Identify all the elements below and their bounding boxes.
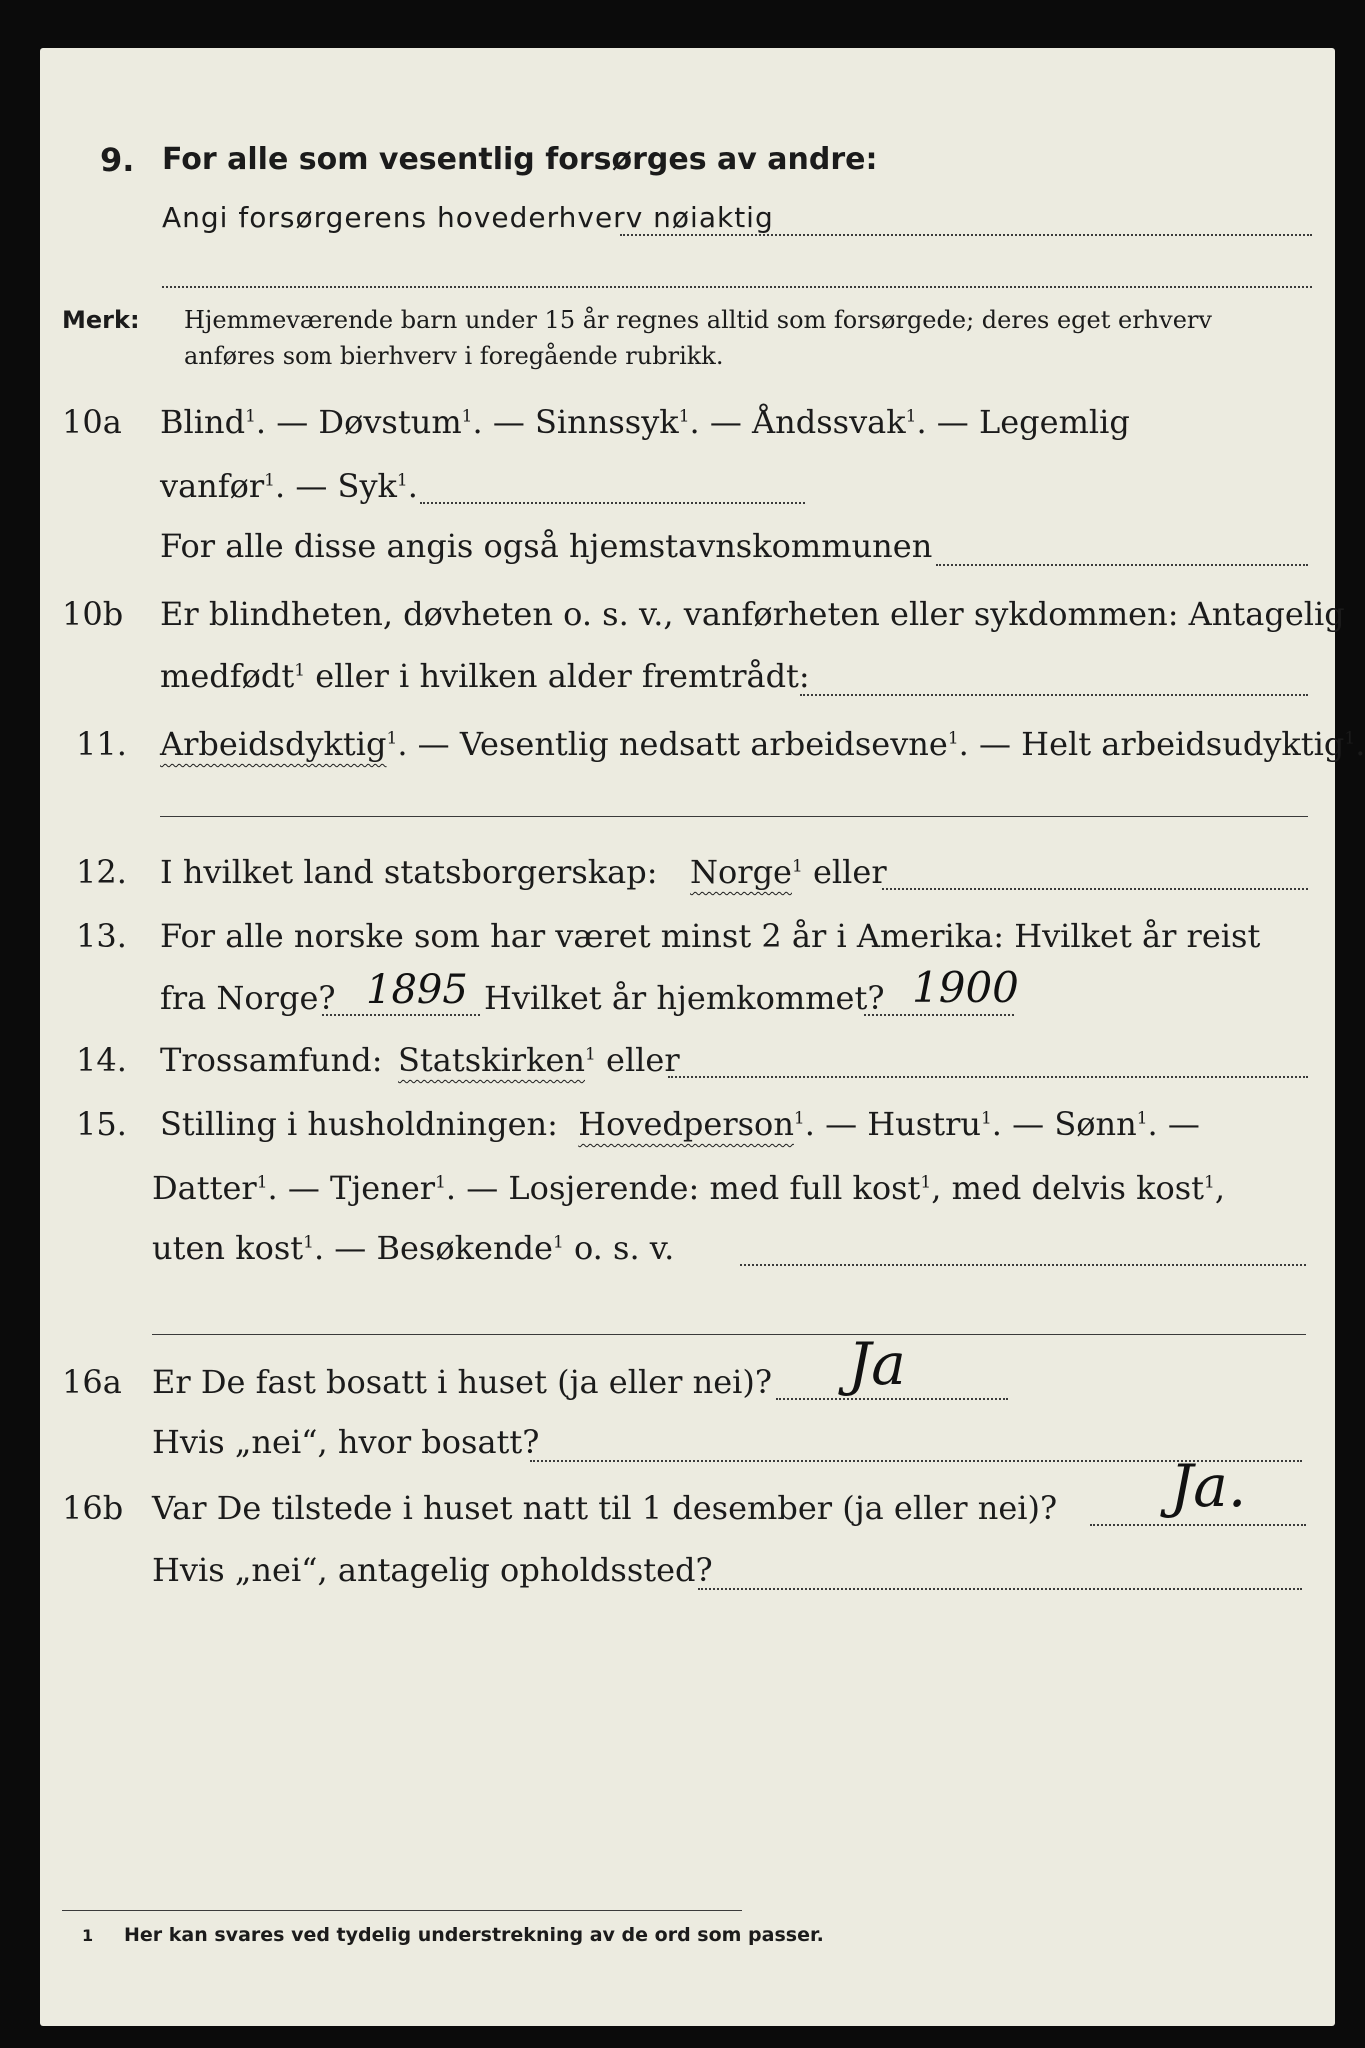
- option-datter[interactable]: Datter: [152, 1169, 257, 1207]
- q15-answer-line[interactable]: [740, 1264, 1306, 1266]
- q15-separator: [152, 1334, 1306, 1335]
- q15-line1: Stilling i husholdningen: Hovedperson$^1$. — Hustru$^1$. — Sønn$^1$. —: [160, 1105, 1200, 1143]
- q16b-where-line[interactable]: [698, 1588, 1302, 1590]
- option-dovstum[interactable]: . — Døvstum: [255, 403, 462, 441]
- q15-line3: uten kost$^1$. — Besøkende$^1$ o. s. v.: [152, 1229, 675, 1267]
- footnote-text: Her kan svares ved tydelig understrekning av de ord som passer.: [124, 1924, 824, 1946]
- q12-number: 12.: [76, 853, 127, 891]
- footnote-separator: [62, 1910, 742, 1911]
- handwritten-year-return: 1900: [912, 963, 1019, 1012]
- q15-number: 15.: [76, 1105, 127, 1143]
- q9-answer-line-2[interactable]: [162, 286, 1312, 288]
- option-andssvak[interactable]: . — Åndssvak: [689, 403, 906, 441]
- q11-separator: [160, 816, 1308, 817]
- option-sonn[interactable]: . — Sønn: [991, 1105, 1137, 1143]
- q12-text: I hvilket land statsborgerskap:: [160, 853, 658, 891]
- option-legemlig[interactable]: . — Legemlig: [916, 403, 1130, 441]
- q10a-number: 10a: [62, 403, 122, 441]
- option-uten-kost[interactable]: uten kost: [152, 1229, 304, 1267]
- q10b-number: 10b: [62, 595, 124, 633]
- q16a-number: 16a: [62, 1363, 122, 1401]
- option-losjerende-full[interactable]: . — Losjerende: med full kost: [445, 1169, 921, 1207]
- q12-choice-row: Norge$^1$ eller: [690, 853, 887, 891]
- q16b-line2: Hvis „nei“, antagelig opholdssted?: [152, 1551, 713, 1589]
- footnote-mark: 1: [82, 1926, 94, 1945]
- option-besokende[interactable]: . — Besøkende: [313, 1229, 553, 1267]
- q13-line2b: Hvilket år hjemkommet?: [484, 979, 885, 1017]
- handwritten-answer-16b: Ja.: [1170, 1452, 1247, 1520]
- q9-heading: For alle som vesentlig forsørges av andre:: [162, 142, 878, 177]
- q15-line2: Datter$^1$. — Tjener$^1$. — Losjerende: med full kost$^1$, med delvis kost$^1$,: [152, 1169, 1226, 1207]
- q13-number: 13.: [76, 917, 127, 955]
- q10a-line3: For alle disse angis også hjemstavnskommunen: [160, 527, 933, 565]
- q10a-options-2: vanfør$^1$. — Syk$^1$.: [160, 467, 418, 505]
- q14-number: 14.: [76, 1041, 127, 1079]
- option-statskirken-selected[interactable]: Statskirken: [398, 1041, 585, 1079]
- q16a-line1: Er De fast bosatt i huset (ja eller nei)?: [152, 1363, 773, 1401]
- q10a-syk-answer-line[interactable]: [420, 502, 805, 504]
- option-tjener[interactable]: . — Tjener: [267, 1169, 436, 1207]
- q16a-line2: Hvis „nei“, hvor bosatt?: [152, 1423, 540, 1461]
- hjemstavn-answer-line[interactable]: [936, 564, 1308, 566]
- q10b-line2: medfødt$^1$ eller i hvilken alder fremtrådt:: [160, 657, 810, 695]
- q14-answer-line[interactable]: [668, 1076, 1308, 1078]
- q16b-answer-line[interactable]: [1090, 1524, 1306, 1526]
- q13-departure-line[interactable]: [322, 1014, 480, 1016]
- option-sinnssyk[interactable]: . — Sinnssyk: [472, 403, 679, 441]
- option-vanfor[interactable]: vanfør: [160, 467, 265, 505]
- q10b-line1: Er blindheten, døvheten o. s. v., vanførheten eller sykdommen: Antagelig: [160, 595, 1345, 633]
- handwritten-year-departure: 1895: [366, 967, 468, 1013]
- option-hovedperson-selected[interactable]: Hovedperson: [578, 1105, 794, 1143]
- merk-label: Merk:: [62, 306, 140, 334]
- q9-answer-line[interactable]: [620, 234, 1312, 236]
- option-arbeidsdyktig-selected[interactable]: Arbeidsdyktig: [160, 725, 387, 763]
- q13-return-line[interactable]: [864, 1014, 1014, 1016]
- q9-number: 9.: [100, 141, 135, 179]
- merk-line2: anføres som bierhverv i foregående rubrikk.: [184, 342, 724, 370]
- option-hustru[interactable]: . — Hustru: [804, 1105, 981, 1143]
- q14-choice-row: Statskirken$^1$ eller: [398, 1041, 680, 1079]
- option-blind[interactable]: Blind: [160, 403, 246, 441]
- q16a-answer-line[interactable]: [776, 1398, 1008, 1400]
- option-nedsatt[interactable]: . — Vesentlig nedsatt arbeidsevne: [397, 725, 948, 763]
- q11-options: Arbeidsdyktig$^1$. — Vesentlig nedsatt arbeidsevne$^1$. — Helt arbeidsudyktig$^1$.: [160, 725, 1365, 763]
- merk-line1: Hjemmeværende barn under 15 år regnes alltid som forsørgede; deres eget erhverv: [184, 306, 1212, 334]
- q16b-line1: Var De tilstede i huset natt til 1 desember (ja eller nei)?: [152, 1489, 1058, 1527]
- option-syk[interactable]: . — Syk: [275, 467, 397, 505]
- census-form-page: [40, 48, 1365, 2026]
- q12-answer-line[interactable]: [882, 888, 1308, 890]
- q13-line1: For alle norske som har været minst 2 år i Amerika: Hvilket år reist: [160, 917, 1261, 955]
- q10b-answer-line[interactable]: [800, 694, 1308, 696]
- handwritten-answer-16a: Ja: [848, 1330, 906, 1398]
- q16b-number: 16b: [62, 1489, 124, 1527]
- q14-text: Trossamfund:: [160, 1041, 383, 1079]
- q11-number: 11.: [76, 725, 127, 763]
- q10a-options: Blind$^1$. — Døvstum$^1$. — Sinnssyk$^1$. — Åndssvak$^1$. — Legemlig: [160, 403, 1130, 441]
- option-udyktig[interactable]: . — Helt arbeidsudyktig: [958, 725, 1345, 763]
- option-losjerende-delvis[interactable]: , med delvis kost: [931, 1169, 1205, 1207]
- q13-line2a: fra Norge?: [160, 979, 336, 1017]
- option-norge-selected[interactable]: Norge: [690, 853, 792, 891]
- q9-line1-text: Angi forsørgerens hovederhverv nøiaktig: [162, 201, 774, 234]
